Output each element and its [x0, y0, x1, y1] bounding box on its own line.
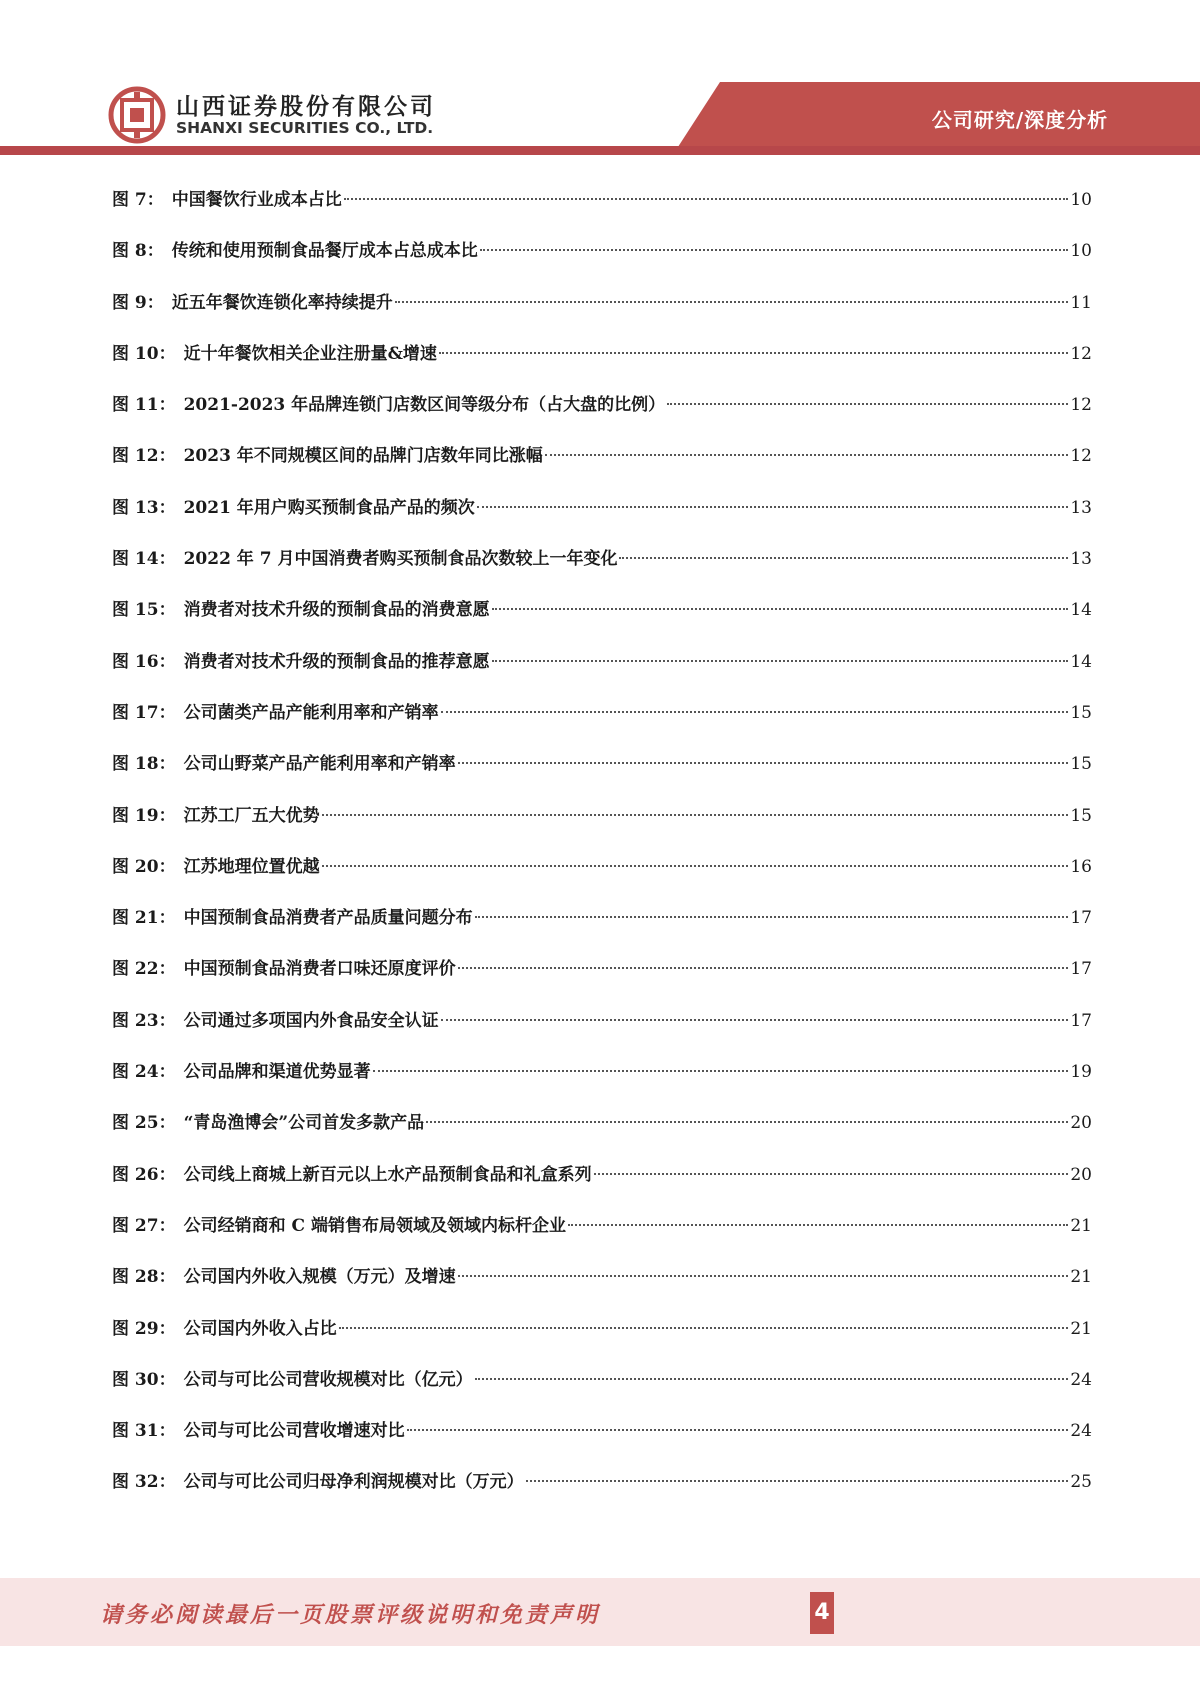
toc-entry-label: 图 27：	[112, 1215, 176, 1236]
page-header	[0, 0, 1200, 160]
toc-leader-dots	[426, 1121, 1068, 1123]
toc-entry-title: 公司国内外收入规模（万元）及增速	[183, 1267, 456, 1288]
toc-entry-page: 17	[1070, 959, 1092, 980]
toc-entry-page: 21	[1070, 1318, 1092, 1339]
company-name-cn: 山西证券股份有限公司	[176, 94, 436, 120]
header-band	[0, 146, 1200, 155]
toc-entry-page: 17	[1070, 908, 1092, 929]
toc-entry[interactable]	[112, 800, 1092, 851]
toc-entry-label: 图 32：	[112, 1472, 176, 1493]
toc-entry-page: 20	[1070, 1164, 1092, 1185]
toc-entry-label: 图 8：	[112, 241, 164, 262]
toc-entry[interactable]	[112, 184, 1092, 235]
toc-entry-label: 图 7：	[112, 190, 164, 210]
toc-entry-label: 图 16：	[112, 651, 176, 672]
toc-entry-page: 24	[1070, 1421, 1092, 1442]
toc-entry[interactable]	[112, 594, 1092, 645]
toc-leader-dots	[475, 1378, 1069, 1380]
toc-entry-title: 消费者对技术升级的预制食品的推荐意愿	[183, 651, 490, 672]
toc-entry-label: 图 28：	[112, 1267, 176, 1288]
toc-entry[interactable]	[112, 902, 1092, 953]
toc-entry[interactable]	[112, 1261, 1092, 1312]
toc-entry-label: 图 13：	[112, 497, 176, 518]
toc-entry-page: 14	[1070, 651, 1092, 672]
toc-leader-dots	[439, 352, 1068, 354]
toc-entry-label: 图 29：	[112, 1318, 176, 1339]
toc-entry-title: 近十年餐饮相关企业注册量&增速	[183, 343, 437, 364]
toc-entry-page: 25	[1070, 1472, 1092, 1493]
company-name-en: SHANXI SECURITIES CO., LTD.	[176, 119, 434, 137]
toc-entry-title: 公司山野菜产品产能利用率和产销率	[183, 754, 456, 775]
toc-entry[interactable]	[112, 1159, 1092, 1210]
toc-entry-label: 图 9：	[112, 292, 164, 313]
toc-entry-page: 13	[1070, 497, 1092, 518]
toc-entry-page: 12	[1070, 395, 1092, 416]
toc-entry-title: 江苏地理位置优越	[183, 856, 320, 877]
toc-entry[interactable]	[112, 697, 1092, 748]
toc-entry-title: 公司与可比公司营收增速对比	[183, 1421, 405, 1442]
toc-entry[interactable]	[112, 543, 1092, 594]
toc-leader-dots	[458, 762, 1069, 764]
toc-leader-dots	[619, 557, 1068, 559]
toc-entry-label: 图 26：	[112, 1164, 176, 1185]
section-label: 公司研究/深度分析	[931, 108, 1109, 132]
toc-entry[interactable]	[112, 1005, 1092, 1056]
toc-entry[interactable]	[112, 1313, 1092, 1364]
toc-leader-dots	[492, 660, 1069, 662]
page-number: 4	[810, 1592, 834, 1634]
toc-entry-label: 图 20：	[112, 856, 176, 877]
shanxi-securities-logo-icon	[108, 86, 166, 144]
toc-leader-dots	[407, 1429, 1069, 1431]
toc-entry-title: 2021-2023 年品牌连锁门店数区间等级分布（占大盘的比例）	[183, 395, 666, 416]
toc-entry-label: 图 17：	[112, 702, 176, 723]
toc-entry-label: 图 11：	[112, 395, 176, 416]
toc-entry[interactable]	[112, 1056, 1092, 1107]
toc-leader-dots	[441, 711, 1069, 713]
toc-entry-title: 2021 年用户购买预制食品产品的频次	[183, 497, 475, 518]
toc-entry-title: 2023 年不同规模区间的品牌门店数年同比涨幅	[183, 446, 543, 467]
toc-leader-dots	[475, 916, 1069, 918]
disclaimer-text: 请务必阅读最后一页股票评级说明和免责声明	[100, 1602, 601, 1628]
toc-entry-page: 13	[1070, 549, 1092, 570]
toc-entry-title: 公司与可比公司归母净利润规模对比（万元）	[183, 1472, 524, 1493]
toc-entry-title: 公司线上商城上新百元以上水产品预制食品和礼盒系列	[183, 1164, 592, 1185]
toc-entry-label: 图 18：	[112, 754, 176, 775]
toc-entry-title: 中国餐饮行业成本占比	[171, 190, 342, 210]
toc-entry-title: 传统和使用预制食品餐厅成本占总成本比	[171, 241, 478, 262]
toc-leader-dots	[339, 1327, 1069, 1329]
toc-entry-label: 图 30：	[112, 1369, 176, 1390]
toc-entry-title: 中国预制食品消费者口味还原度评价	[183, 959, 456, 980]
toc-leader-dots	[322, 814, 1069, 816]
figure-toc-list	[112, 184, 1092, 1518]
toc-entry-title: 公司国内外收入占比	[183, 1318, 337, 1339]
toc-entry[interactable]	[112, 1415, 1092, 1466]
toc-entry-label: 图 15：	[112, 600, 176, 621]
toc-leader-dots	[667, 403, 1068, 405]
toc-entry-title: 公司菌类产品产能利用率和产销率	[183, 702, 439, 723]
toc-leader-dots	[441, 1019, 1069, 1021]
toc-entry[interactable]	[112, 389, 1092, 440]
toc-leader-dots	[373, 1070, 1069, 1072]
toc-entry-page: 19	[1070, 1062, 1092, 1083]
toc-entry-page: 15	[1070, 805, 1092, 826]
toc-entry-page: 15	[1070, 754, 1092, 775]
toc-leader-dots	[344, 198, 1069, 200]
toc-entry[interactable]	[112, 1466, 1092, 1517]
toc-entry[interactable]	[112, 1210, 1092, 1261]
toc-entry-page: 15	[1070, 702, 1092, 723]
toc-entry[interactable]	[112, 646, 1092, 697]
toc-leader-dots	[526, 1480, 1069, 1482]
toc-entry-label: 图 21：	[112, 908, 176, 929]
toc-entry-page: 12	[1070, 446, 1092, 467]
toc-entry-page: 20	[1070, 1113, 1092, 1134]
toc-entry-page: 10	[1070, 190, 1092, 210]
toc-leader-dots	[568, 1224, 1068, 1226]
toc-entry-title: 公司品牌和渠道优势显著	[183, 1062, 371, 1083]
toc-entry[interactable]	[112, 953, 1092, 1004]
toc-leader-dots	[594, 1173, 1069, 1175]
toc-leader-dots	[545, 454, 1069, 456]
toc-entry-page: 21	[1070, 1215, 1092, 1236]
toc-entry[interactable]	[112, 235, 1092, 286]
toc-leader-dots	[458, 1275, 1069, 1277]
toc-entry-label: 图 14：	[112, 549, 176, 570]
page-footer	[0, 1578, 1200, 1646]
toc-entry-page: 12	[1070, 343, 1092, 364]
toc-entry[interactable]	[112, 287, 1092, 338]
toc-entry-page: 10	[1070, 241, 1092, 262]
toc-entry[interactable]	[112, 851, 1092, 902]
toc-entry[interactable]	[112, 1107, 1092, 1158]
toc-entry[interactable]	[112, 440, 1092, 491]
toc-entry-page: 21	[1070, 1267, 1092, 1288]
toc-entry-page: 24	[1070, 1369, 1092, 1390]
toc-leader-dots	[458, 967, 1069, 969]
toc-entry-label: 图 31：	[112, 1421, 176, 1442]
toc-entry[interactable]	[112, 338, 1092, 389]
toc-leader-dots	[322, 865, 1069, 867]
toc-entry-title: “青岛渔博会”公司首发多款产品	[183, 1113, 425, 1134]
toc-entry-title: 2022 年 7 月中国消费者购买预制食品次数较上一年变化	[183, 549, 618, 570]
toc-entry-page: 14	[1070, 600, 1092, 621]
toc-entry-title: 公司经销商和 C 端销售布局领域及领域内标杆企业	[183, 1215, 566, 1236]
toc-entry-label: 图 23：	[112, 1010, 176, 1031]
toc-entry-title: 公司与可比公司营收规模对比（亿元）	[183, 1369, 473, 1390]
toc-leader-dots	[477, 506, 1069, 508]
toc-entry[interactable]	[112, 1364, 1092, 1415]
toc-entry-title: 近五年餐饮连锁化率持续提升	[171, 292, 393, 313]
toc-entry-label: 图 10：	[112, 343, 176, 364]
toc-entry-title: 江苏工厂五大优势	[183, 805, 320, 826]
toc-entry-label: 图 19：	[112, 805, 176, 826]
toc-entry-page: 16	[1070, 856, 1092, 877]
toc-entry-label: 图 24：	[112, 1062, 176, 1083]
toc-entry-label: 图 22：	[112, 959, 176, 980]
toc-leader-dots	[480, 249, 1069, 251]
toc-entry-label: 图 12：	[112, 446, 176, 467]
toc-entry-title: 中国预制食品消费者产品质量问题分布	[183, 908, 473, 929]
toc-leader-dots	[395, 301, 1069, 303]
toc-entry[interactable]	[112, 748, 1092, 799]
toc-entry-title: 消费者对技术升级的预制食品的消费意愿	[183, 600, 490, 621]
toc-entry-page: 17	[1070, 1010, 1092, 1031]
toc-entry-title: 公司通过多项国内外食品安全认证	[183, 1010, 439, 1031]
toc-entry-page: 11	[1070, 292, 1092, 313]
toc-entry[interactable]	[112, 492, 1092, 543]
toc-leader-dots	[492, 608, 1069, 610]
toc-entry-label: 图 25：	[112, 1113, 176, 1134]
